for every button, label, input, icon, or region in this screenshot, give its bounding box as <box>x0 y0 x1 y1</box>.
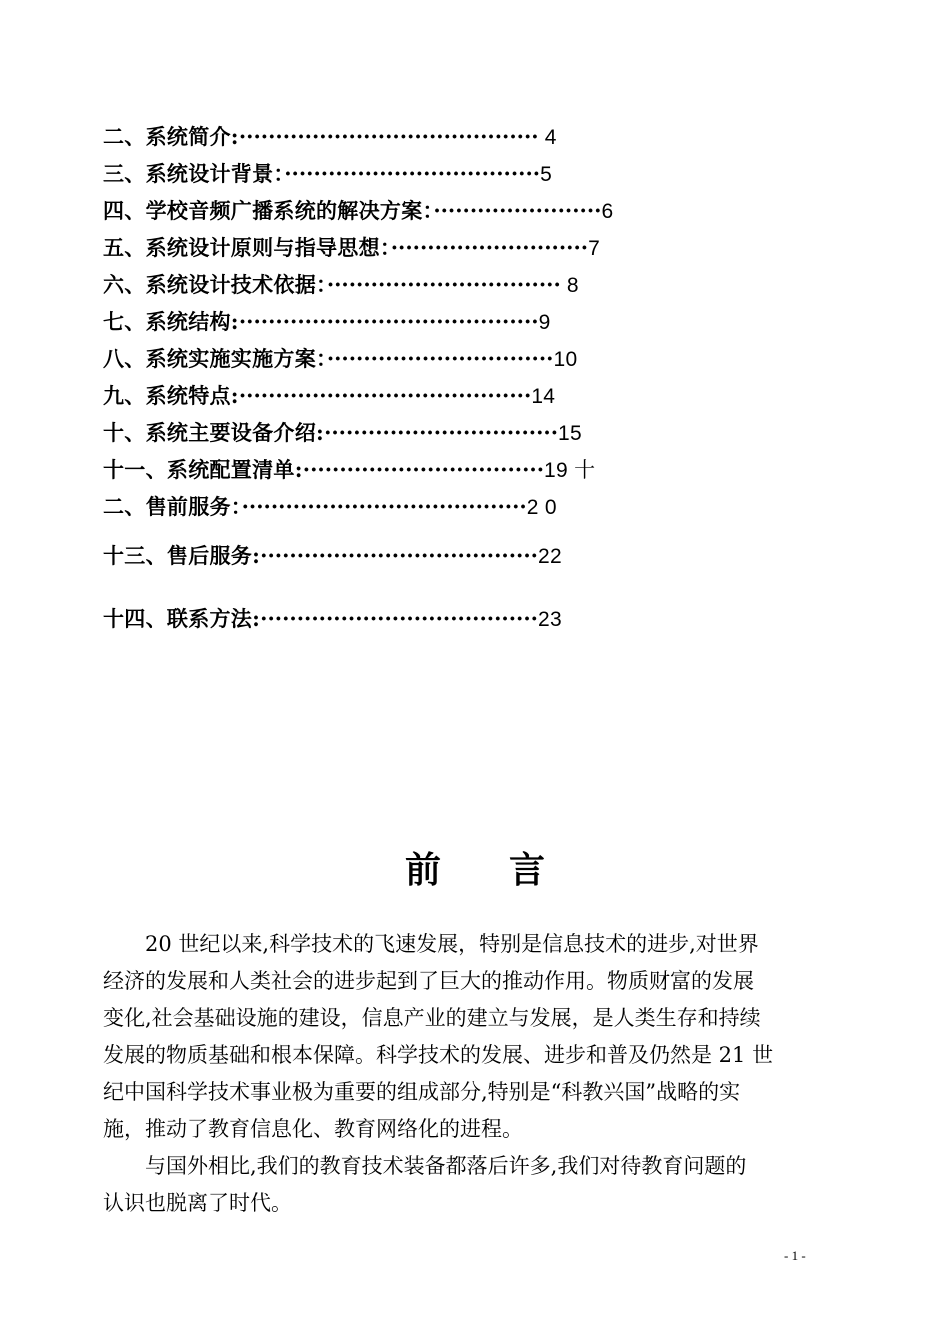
preface-paragraph-line: 发展的物质基础和根本保障。科学技术的发展、进步和普及仍然是 21 世 <box>103 1043 774 1067</box>
toc-entry <box>103 494 557 521</box>
toc-entry <box>103 272 579 299</box>
toc-entry-label: 二、售前服务： <box>103 494 242 519</box>
toc-entry <box>103 543 562 570</box>
preface-paragraph-line: 经济的发展和人类社会的进步起到了巨大的推动作用。物质财富的发展 <box>103 969 754 993</box>
preface-paragraph-line: 施，推动了教育信息化、教育网络化的进程。 <box>103 1117 523 1141</box>
toc-entry-label: 三、系统设计背景： <box>103 161 285 186</box>
page-number-footer: - 1 - <box>784 1248 806 1263</box>
toc-leader-dots: ········································· <box>238 124 539 149</box>
toc-leader-dots: ··································· <box>284 161 541 186</box>
toc-entry <box>103 309 551 336</box>
preface-title-left: 前 <box>404 849 441 891</box>
toc-entry-label: 十一、系统配置清单: <box>103 457 303 482</box>
toc-entry-label: 十、系统主要设备介绍: <box>103 420 325 445</box>
preface-title <box>0 842 950 893</box>
toc-entry-label: 九、系统特点: <box>103 383 239 408</box>
toc-page-number: 4 <box>538 126 557 149</box>
toc-entry <box>103 198 613 225</box>
toc-entry <box>103 383 555 410</box>
toc-page-number: 7 <box>588 237 601 260</box>
toc-leader-dots: ································ <box>326 272 561 297</box>
toc-leader-dots: ······································· <box>241 494 527 519</box>
toc-page-number: 5 <box>540 163 553 186</box>
toc-leader-dots: ································ <box>324 420 559 445</box>
preface-paragraph-line: 变化,社会基础设施的建设，信息产业的建立与发展，是人类生存和持续 <box>103 1006 761 1030</box>
toc-leader-dots: ······················· <box>433 198 602 223</box>
toc-leader-dots: ········································ <box>238 383 532 408</box>
preface-paragraph-line: 与国外相比,我们的教育技术装备都落后许多,我们对待教育问题的 <box>103 1154 747 1178</box>
preface-title-right: 言 <box>509 849 546 891</box>
toc-entry <box>103 346 577 373</box>
toc-entry-label: 六、系统设计技术依据： <box>103 272 327 297</box>
toc-page-number: 23 <box>537 608 562 631</box>
toc-page-number: 9 <box>538 311 551 334</box>
toc-entry-label: 二、系统简介: <box>103 124 239 149</box>
toc-page-number: 22 <box>537 545 562 568</box>
toc-page-number: 19 十 <box>544 459 596 482</box>
toc-entry <box>103 420 582 447</box>
toc-page-number: 10 <box>553 348 578 371</box>
preface-paragraph-line: 纪中国科学技术事业极为重要的组成部分,特别是“科教兴国”战略的实 <box>103 1080 741 1104</box>
preface-paragraph-line: 认识也脱离了时代。 <box>103 1191 292 1215</box>
toc-entry <box>103 161 552 188</box>
toc-leader-dots: ······································ <box>260 606 538 631</box>
toc-entry-label: 七、系统结构: <box>103 309 239 334</box>
toc-entry <box>103 606 562 633</box>
preface-paragraph-line: 20 世纪以来,科学技术的飞速发展，特别是信息技术的进步,对世界 <box>103 932 759 956</box>
toc-page-number: 15 <box>558 422 582 445</box>
toc-entry-label: 四、学校音频广播系统的解决方案： <box>103 198 434 223</box>
toc-leader-dots: ······································ <box>260 543 538 568</box>
toc-entry-label: 十三、售后服务: <box>103 543 261 568</box>
toc-entry-label: 八、系统实施实施方案： <box>103 346 327 371</box>
toc-page-number: 2 0 <box>526 496 557 519</box>
toc-leader-dots: ································· <box>302 457 545 482</box>
toc-entry <box>103 235 600 262</box>
toc-page-number: 6 <box>601 200 614 223</box>
toc-entry-label: 五、系统设计原则与指导思想： <box>103 235 391 260</box>
toc-leader-dots: ······························· <box>326 346 554 371</box>
toc-leader-dots: ··························· <box>390 235 589 260</box>
toc-entry <box>103 124 557 151</box>
toc-leader-dots: ········································· <box>238 309 539 334</box>
toc-entry <box>103 457 595 484</box>
toc-page-number: 14 <box>531 385 556 408</box>
toc-entry-label: 十四、联系方法: <box>103 606 261 631</box>
toc-page-number: 8 <box>560 274 579 297</box>
